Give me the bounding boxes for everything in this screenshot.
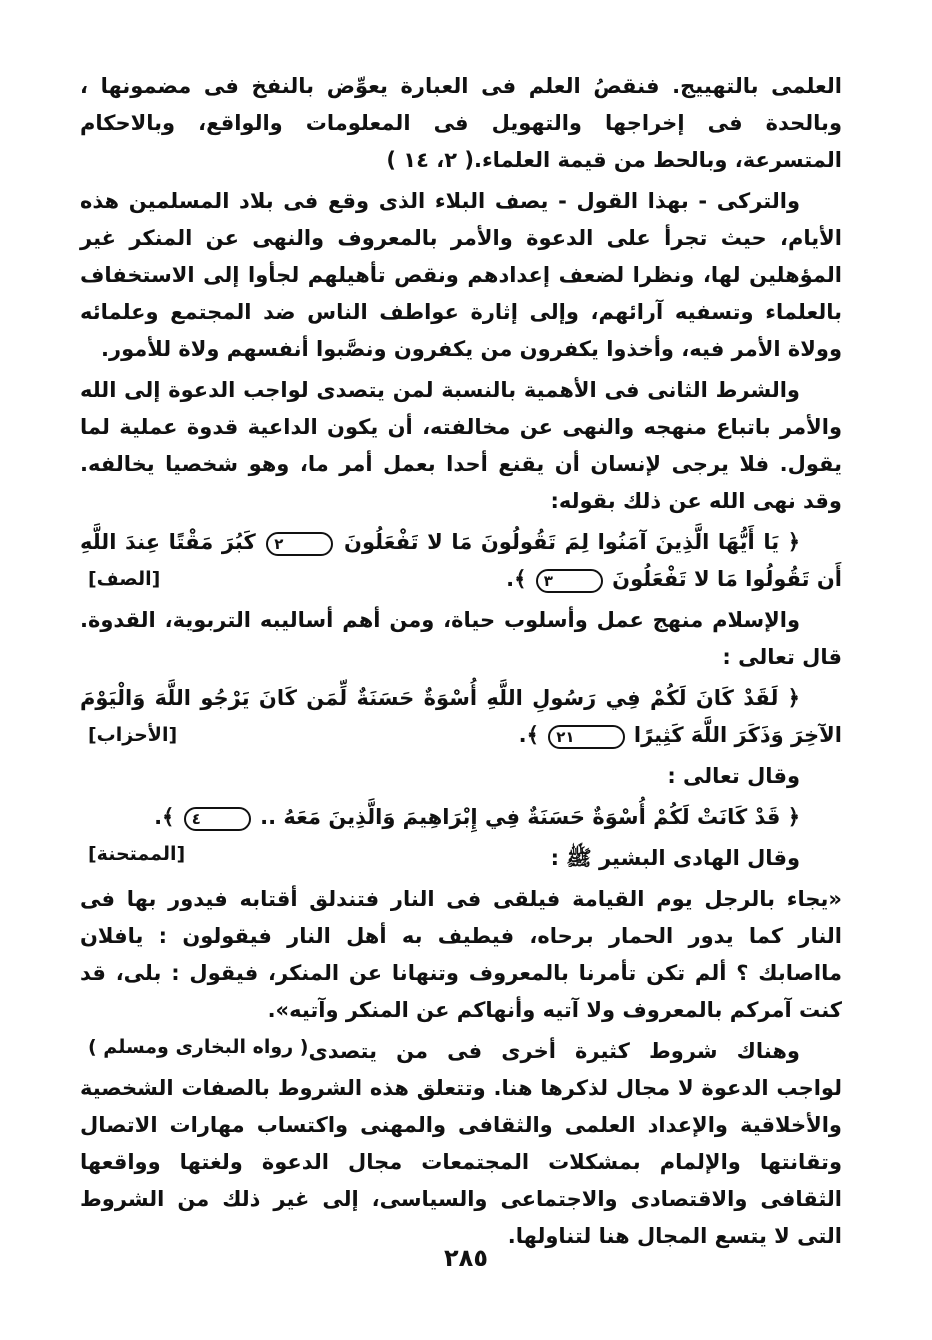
hadith-quote	[80, 881, 842, 1058]
quran-verse-ahzab	[80, 680, 842, 754]
surah-reference: [الأحزاب]	[88, 724, 178, 746]
paragraph-1: العلمى بالتهييج. فنقصُ العلم فى العبارة يعوِّض بالنفخ فى مضمونها ، وبالحدة فى إخراجها والتهويل فى المعلومات والواقع، وبالاحكام المتسرعة، وبالحط من قيمة العلماء.( ٢، ١٤ )	[80, 74, 842, 172]
quran-verse-text: ﴿ قَدْ كَانَتْ لَكُمْ أُسْوَةٌ حَسَنَةٌ فِي إِبْرَاهِيمَ وَالَّذِينَ مَعَهُ ..	[260, 805, 800, 829]
paragraph-7: وهناك شروط كثيرة أخرى فى من يتصدى لواجب الدعوة لا مجال لذكرها هنا. وتتعلق هذه الشروط بالصفات الشخصية والأخلاقية والإعداد العلمى والثقافى والمهنى واكتساب مهارات الاتصال وتقانتها والإلمام بمشكلات المجتمعات مجال الدعوة ولغتها وواقعها الثقافى والاقتصادى والاجتماعى والسياسى، إلى غير ذلك من الشروط التى لا يتسع المجال هنا لتناولها.	[80, 1039, 842, 1248]
surah-reference: [الصف]	[88, 568, 161, 590]
quran-verse-text: ﴿ لَقَدْ كَانَ لَكُمْ فِي رَسُولِ اللَّهِ أُسْوَةٌ حَسَنَةٌ لِّمَن كَانَ يَرْجُو اللَّهَ وَالْيَوْمَ الآخِرَ وَذَكَرَ اللَّهَ كَثِيرًا	[80, 686, 842, 747]
hadith-reference: ( رواه البخارى ومسلم )	[88, 1036, 309, 1058]
quran-verse-close: ﴾.	[506, 567, 527, 591]
surah-reference: [الممتحنة]	[88, 843, 186, 865]
quran-verse-text: ﴿ يَا أَيُّهَا الَّذِينَ آمَنُوا لِمَ تَقُولُونَ مَا لا تَفْعَلُونَ	[344, 530, 801, 554]
paragraph-3: والشرط الثانى فى الأهمية بالنسبة لمن يتصدى لواجب الدعوة إلى الله والأمر باتباع منهجه والنهى عن مخالفته، أن يكون الداعية قدوة عملية لما يقول. فلا يرجى لإنسان أن يقنع أحدا بعمل أمر ما، وهو شخصيا يخالفه. وقد نهى الله عن ذلك بقوله:	[80, 378, 842, 513]
paragraph-4: والإسلام منهج عمل وأسلوب حياة، ومن أهم أساليبه التربوية، القدوة. قال تعالى :	[80, 608, 842, 669]
paragraph-2: والتركى - بهذا القول - يصف البلاء الذى وقع فى بلاد المسلمين هذه الأيام، حيث تجرأ على الدعوة والأمر بالمعروف والنهى عن المنكر غير المؤهلين لها، ونظرا لضعف إعدادهم ونقص تأهيلهم لجأوا إلى الاستخفاف بالعلماء وتسفيه آرائهم، وإلى إثارة عواطف الناس ضد المجتمع وعلمائه وولاة الأمر فيه، وأخذوا يكفرون من يكفرون ونصَّبوا أنفسهم ولاة للأمور.	[80, 189, 842, 361]
hadith-text: «يجاء بالرجل يوم القيامة فيلقى فى النار فتندلق أقتابه فيدور بها فى النار كما يدور الحمار برحاه، فيطيف به أهل النار فيقولون : يافلان مااصابك ؟ ألم تكن تأمرنا بالمعروف وتنهانا عن المنكر، فيقول : بلى، قد كنت آمركم بالمعروف ولا آتيه وأنهاكم عن المنكر وآتيه».	[80, 887, 842, 1022]
ayah-number-marker: ٢١	[548, 725, 624, 749]
ayah-number-marker: ٣	[536, 569, 603, 593]
page-number: ٢٨٥	[444, 1244, 488, 1272]
paragraph-5: وقال تعالى :	[667, 764, 800, 788]
quran-verse-text: كَبُرَ مَقْتًا عِندَ اللَّهِ أَن تَقُولُوا مَا لا تَفْعَلُونَ	[80, 530, 842, 591]
paragraph-6: وقال الهادى البشير ﷺ :	[550, 846, 800, 870]
quran-verse-close: ﴾.	[518, 723, 539, 747]
ayah-number-marker: ٢	[266, 532, 333, 556]
quran-verse-saff	[80, 524, 842, 598]
page-body-text	[80, 68, 842, 1259]
quran-verse-close: ﴾.	[154, 805, 175, 829]
ayah-number-marker: ٤	[184, 807, 251, 831]
